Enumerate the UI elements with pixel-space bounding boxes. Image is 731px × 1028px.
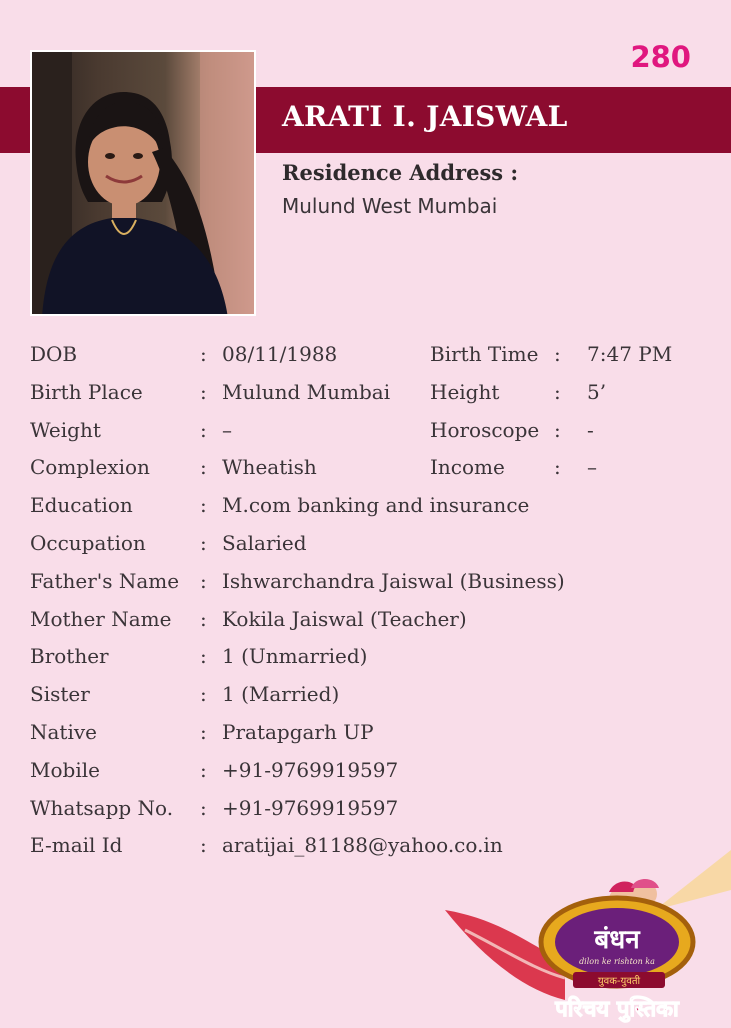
detail-separator: :: [200, 719, 207, 744]
detail-value: 1 (Married): [222, 682, 340, 707]
bandhan-logo: [445, 850, 731, 1024]
detail-row: [30, 641, 710, 679]
logo-title: बंधन: [594, 925, 640, 955]
profile-name: ARATI I. JAISWAL: [282, 100, 568, 133]
detail-separator-secondary: :: [554, 379, 561, 404]
detail-separator: :: [200, 682, 207, 707]
detail-value: Mulund Mumbai: [222, 379, 391, 404]
detail-row: [30, 377, 710, 415]
detail-row: [30, 755, 710, 793]
detail-label-secondary: Birth Time: [430, 342, 539, 366]
detail-label: Native: [30, 719, 97, 744]
detail-label: DOB: [30, 342, 78, 366]
detail-label: Birth Place: [30, 379, 143, 404]
detail-value: Wheatish: [222, 455, 317, 480]
detail-label: Father's Name: [30, 568, 180, 593]
detail-label-secondary: Horoscope: [430, 417, 540, 442]
detail-row: [30, 717, 710, 755]
detail-separator: :: [200, 606, 207, 631]
detail-label: Whatsapp No.: [30, 795, 174, 820]
profile-photo: [30, 50, 256, 316]
logo-subtitle: युवक-युवती: [597, 976, 641, 987]
detail-label: Mobile: [30, 757, 100, 782]
person-photo-icon: [32, 52, 256, 316]
detail-row: [30, 793, 710, 831]
detail-value: +91-9769919597: [222, 795, 399, 820]
detail-separator: :: [200, 493, 207, 518]
detail-separator-secondary: :: [554, 455, 561, 480]
detail-label: Weight: [30, 417, 101, 442]
detail-row: [30, 528, 710, 566]
detail-label: Brother: [30, 644, 109, 669]
detail-value-secondary: -: [587, 417, 594, 442]
detail-row: [30, 452, 710, 490]
detail-separator: :: [200, 530, 207, 555]
detail-label: Education: [30, 493, 133, 518]
residence-address-label: Residence Address :: [282, 160, 519, 185]
logo-tagline: dilon ke rishton ka: [579, 957, 655, 966]
detail-separator: :: [200, 833, 207, 858]
detail-separator: :: [200, 417, 207, 442]
detail-value: +91-9769919597: [222, 757, 399, 782]
detail-row: [30, 679, 710, 717]
detail-label-secondary: Height: [430, 379, 500, 404]
detail-value-secondary: –: [587, 455, 597, 480]
detail-label: Sister: [30, 682, 90, 707]
detail-row: [30, 490, 710, 528]
detail-value-secondary: 5’: [587, 379, 607, 404]
detail-value: M.com banking and insurance: [222, 493, 530, 518]
page-number: 280: [630, 40, 691, 74]
details-table: [30, 339, 710, 868]
detail-separator: :: [200, 342, 207, 366]
detail-separator: :: [200, 568, 207, 593]
detail-separator: :: [200, 644, 207, 669]
detail-label: E-mail Id: [30, 833, 123, 858]
detail-value: Pratapgarh UP: [222, 719, 374, 744]
detail-row: [30, 566, 710, 604]
detail-separator: :: [200, 455, 207, 480]
detail-value: aratijai_81188@yahoo.co.in: [222, 833, 503, 858]
detail-label: Mother Name: [30, 606, 172, 631]
detail-row: [30, 604, 710, 642]
detail-value: –: [222, 417, 232, 442]
detail-value: 08/11/1988: [222, 342, 338, 366]
detail-value-secondary: 7:47 PM: [587, 342, 673, 366]
detail-label: Complexion: [30, 455, 150, 480]
detail-value: 1 (Unmarried): [222, 644, 368, 669]
detail-row: [30, 339, 710, 377]
detail-value: Salaried: [222, 530, 307, 555]
detail-separator-secondary: :: [554, 342, 561, 366]
detail-row: [30, 415, 710, 453]
detail-separator: :: [200, 379, 207, 404]
detail-value: Kokila Jaiswal (Teacher): [222, 606, 467, 631]
residence-address: Mulund West Mumbai: [282, 194, 498, 218]
detail-value: Ishwarchandra Jaiswal (Business): [222, 568, 565, 593]
detail-separator: :: [200, 795, 207, 820]
detail-separator: :: [200, 757, 207, 782]
detail-separator-secondary: :: [554, 417, 561, 442]
logo-footer: परिचय पुस्तिका: [555, 997, 679, 1022]
detail-label: Occupation: [30, 530, 146, 555]
detail-label-secondary: Income: [430, 455, 505, 480]
